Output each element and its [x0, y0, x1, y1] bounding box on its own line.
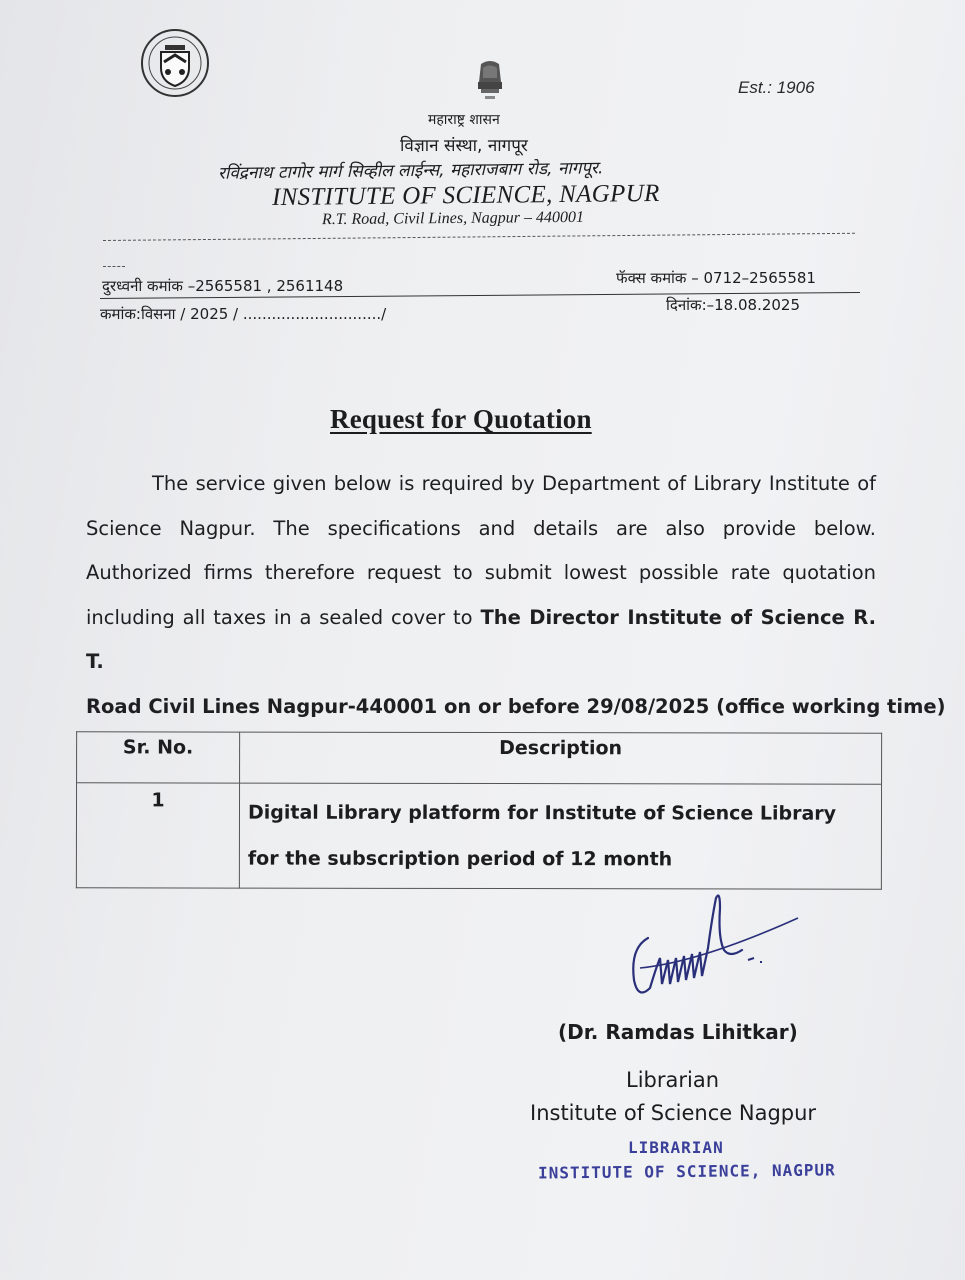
institute-name: INSTITUTE OF SCIENCE, NAGPUR	[271, 179, 660, 212]
body-line: Authorized firms therefore request to submit lowest possible rate quotation	[86, 561, 876, 584]
signatory-role: Librarian	[626, 1068, 720, 1092]
stamp-institute: INSTITUTE OF SCIENCE, NAGPUR	[537, 1160, 836, 1183]
table-header-row	[77, 732, 882, 784]
header-divider-stub	[103, 266, 125, 267]
institute-crest-logo	[140, 28, 210, 98]
state-emblem-logo	[473, 58, 507, 106]
document-title: Request for Quotation	[330, 404, 592, 434]
signatory-name: (Dr. Ramdas Lihitkar)	[558, 1020, 798, 1044]
body-line: Science Nagpur. The specifications and details are also provide below.	[86, 516, 876, 540]
government-name: महाराष्ट्र शासन	[428, 112, 500, 128]
institute-address: R.T. Road, Civil Lines, Nagpur – 440001	[321, 208, 585, 229]
body-line: The service given below is required by Department of Library Institute of	[152, 472, 876, 495]
quotation-table	[76, 731, 882, 889]
cell-sr-no: 1	[76, 783, 239, 888]
column-header-sr-no: Sr. No.	[77, 732, 240, 783]
table-row	[76, 783, 881, 889]
stamp-role: LIBRARIAN	[628, 1138, 724, 1157]
body-paragraph	[86, 462, 946, 729]
handwritten-signature	[620, 888, 810, 1008]
column-header-description: Description	[240, 732, 882, 784]
reference-number: कमांक:विसना / 2025 / ............................./	[100, 305, 387, 323]
body-line	[86, 596, 876, 685]
signatory-organization: Institute of Science Nagpur	[530, 1101, 817, 1125]
body-text: including all taxes in a sealed cover to	[86, 605, 481, 629]
address-hindi: रविंद्रनाथ टागोर मार्ग सिव्हील लाईन्स, महाराजबाग रोड, नागपूर.	[217, 158, 604, 184]
fax-number: फॅक्स कमांक – 0712–2565581	[616, 269, 816, 287]
director-address: The Director Institute of Science R. T.	[86, 605, 876, 673]
header-divider	[103, 233, 855, 241]
institute-name-hindi: विज्ञान संस्था, नागपूर	[400, 136, 528, 156]
letter-date: दिनांक:–18.08.2025	[666, 296, 801, 314]
submission-deadline: Road Civil Lines Nagpur-440001 on or before 29/08/2025 (office working time)	[86, 694, 946, 718]
phone-numbers: दुरध्वनी कमांक –2565581 , 2561148	[102, 277, 344, 295]
established-year: Est.: 1906	[738, 78, 815, 97]
cell-description: Digital Library platform for Institute of Science Library for the subscription period of 12 month	[239, 783, 881, 889]
